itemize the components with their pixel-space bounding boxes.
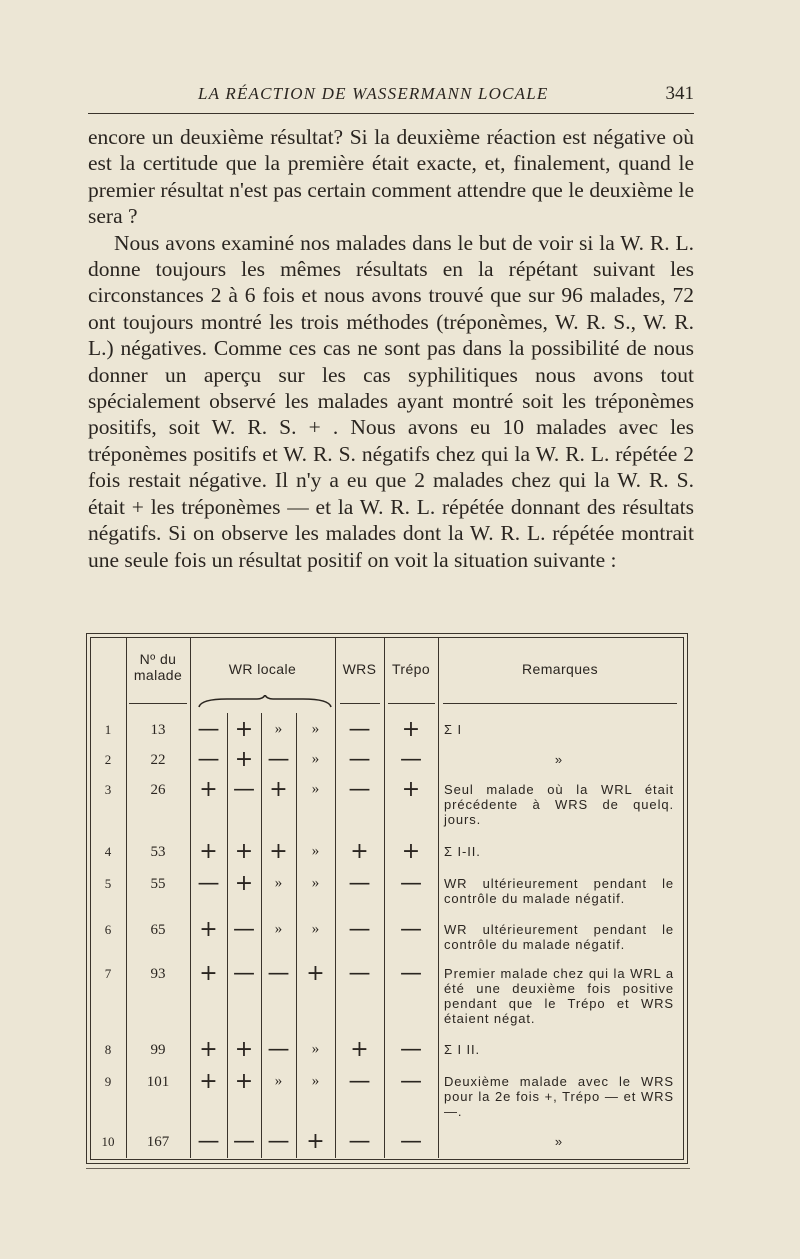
header-malade [126,651,190,683]
wr-locale-result: » [311,921,320,937]
page-number: 341 [665,83,694,104]
header-underline [388,703,435,704]
header-malade-line2: malade [133,667,183,683]
remark-text: » [554,1134,564,1149]
wrs-result: — [348,717,371,742]
row-index: 3 [104,782,112,797]
remark-text: WR ultérieurement pendant le contrôle du malade négatif. [444,876,674,906]
wr-locale-result: + [234,871,254,896]
wr-locale-result: + [234,747,254,772]
header-underline [129,703,187,704]
trepo-result: — [400,917,422,942]
header-trepo: Trépo [391,661,431,677]
malade-number: 22 [150,752,166,768]
wr-locale-result: » [274,1073,283,1089]
wr-locale-result: — [267,1037,290,1062]
malade-number: 13 [150,722,166,738]
wr-locale-result: » [274,921,283,937]
remark-text: Σ I II. [444,1042,481,1057]
header-underline [443,703,677,704]
row-index: 8 [104,1042,112,1057]
wr-locale-result: » [311,1073,320,1089]
wr-locale-result: + [199,777,218,802]
header-underline [340,703,380,704]
row-index: 2 [104,752,112,767]
remark-text: Seul malade où la WRL était précédente à WRS de quelq. jours. [444,782,674,827]
wr-locale-result: — [197,871,220,896]
row-index: 4 [104,844,112,859]
header-malade-line1: Nº du [139,651,177,667]
remark-text: Σ I-II. [444,844,481,859]
remark-text: Σ I [444,722,462,737]
wr-locale-result: — [267,747,290,772]
results-table [86,633,690,1166]
remark-text: WR ultérieurement pendant le contrôle du malade négatif. [444,922,674,952]
wr-locale-result: + [306,961,325,986]
wr-locale-result: » [311,781,320,797]
wr-locale-result: » [311,875,320,891]
wr-locale-result: » [274,875,283,891]
wr-locale-result: — [233,777,255,802]
wr-locale-result: + [306,1129,325,1154]
wr-locale-result: — [197,717,220,742]
column-divider [438,638,439,1158]
header-remarques: Remarques [522,661,598,677]
remark-text: » [554,752,564,767]
wr-locale-result: » [274,721,283,737]
wr-locale-brace [197,695,333,709]
wr-locale-result: — [233,1129,255,1154]
wr-locale-result: — [197,1129,220,1154]
wr-locale-result: + [234,1069,254,1094]
wrs-result: — [348,777,371,802]
wr-locale-result: » [311,843,320,859]
trepo-result: — [400,961,422,986]
malade-number: 65 [150,922,166,938]
trepo-result: — [400,1037,422,1062]
row-index: 5 [104,876,112,891]
row-index: 7 [104,966,112,981]
trepo-result: — [400,1129,422,1154]
table-bottom-rule [86,1168,690,1169]
wr-locale-result: » [311,1041,320,1057]
trepo-result: + [401,717,421,742]
paragraph-main: Nous avons examiné nos malades dans le but de voir si la W. R. L. donne toujours les mêmes résultats en la répétant suivant les circonstances 2 à 6 fois et nous avons trouvé que sur 96 malades, 72 ont toujours montré les trois méthodes (tréponèmes, W. R. S., W. R. L.) négatives. Comme ces cas ne sont pas dans la possibilité de nous donner un aperçu sur les cas syphilitiques nous avons tout spécialement observé les malades ayant montré soit les tréponèmes positifs, soit W. R. S. + . Nous avons eu 10 malades avec les tréponèmes positifs et W. R. S. négatifs chez qui la W. R. L. répétée 2 fois restait négative. Il n'y a eu que 2 malades chez qui la W. R. S. était + les tréponèmes — et la W. R. L. répétée donnant des résultats négatifs. Si on observe les malades dont la W. R. L. répétée montrait une seule fois un résultat positif on voit la situation suivante : [88,230,694,572]
malade-number: 101 [146,1074,170,1090]
trepo-result: + [401,839,421,864]
wr-locale-result: — [267,961,290,986]
wr-locale-result: — [197,747,220,772]
wrs-result: + [350,839,369,864]
wrs-result: — [348,917,371,942]
remark-text: Premier malade chez qui la WRL a été une deuxième fois positive pendant que le Trépo et WRS étaient négat. [444,966,674,1026]
wr-locale-result: + [199,917,218,942]
wrs-result: — [348,871,371,896]
wr-locale-result: + [199,1069,218,1094]
wr-locale-result: + [234,717,254,742]
wrs-result: — [348,1129,371,1154]
wr-locale-result: + [234,839,254,864]
trepo-result: — [400,1069,422,1094]
header-wrs: WRS [342,661,377,677]
row-index: 6 [104,922,112,937]
trepo-result: + [401,777,421,802]
wr-locale-result: + [199,1037,218,1062]
row-index: 10 [101,1134,115,1149]
header-wr-locale: WR locale [228,661,297,677]
page-header [88,82,694,112]
wr-locale-result: » [311,721,320,737]
malade-number: 93 [150,966,166,982]
running-title: LA RÉACTION DE WASSERMANN LOCALE [198,84,549,103]
wr-locale-result: + [199,839,218,864]
header-rule [88,113,694,114]
wrs-result: — [348,747,371,772]
row-index: 9 [104,1074,112,1089]
malade-number: 26 [150,782,166,798]
remark-text: Deuxième malade avec le WRS pour la 2e fois +, Trépo — et WRS —. [444,1074,674,1119]
malade-number: 55 [150,876,166,892]
paragraph-continued: encore un deuxième résultat? Si la deuxième réaction est négative où est la certitude que la première était exacte, et, finalement, quand le premier résultat n'est pas certain comment attendre que le deuxième le sera ? [88,125,694,229]
wr-locale-result: — [233,961,255,986]
wr-locale-result: — [233,917,255,942]
row-index: 1 [104,722,112,737]
wr-locale-result: + [199,961,218,986]
wr-locale-result: + [234,1037,254,1062]
malade-number: 99 [150,1042,166,1058]
malade-number: 167 [146,1134,170,1150]
malade-number: 53 [150,844,166,860]
wr-locale-result: » [311,751,320,767]
wr-locale-result: + [269,777,288,802]
wr-locale-result: — [267,1129,290,1154]
wrs-result: — [348,961,371,986]
body-text [88,124,694,573]
trepo-result: — [400,747,422,772]
trepo-result: — [400,871,422,896]
wrs-result: + [350,1037,369,1062]
wr-locale-result: + [269,839,288,864]
wrs-result: — [348,1069,371,1094]
